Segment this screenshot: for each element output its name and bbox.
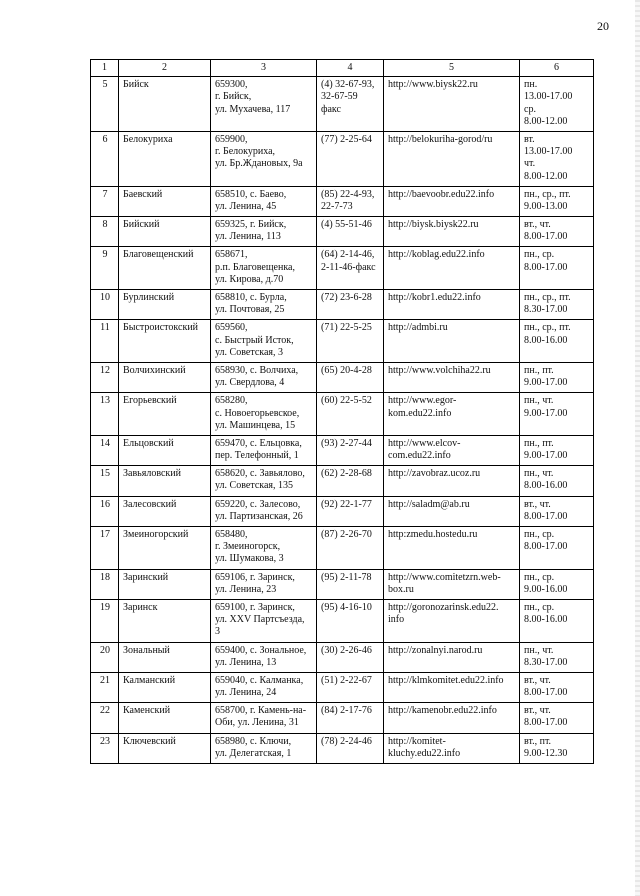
hours-cell: пн., чт. 8.30-17.00 xyxy=(520,642,594,672)
row-number-cell: 14 xyxy=(91,435,119,465)
district-name-cell: Бурлинский xyxy=(119,290,211,320)
table-row xyxy=(91,703,594,733)
table-row xyxy=(91,320,594,363)
table-row xyxy=(91,527,594,570)
hours-cell: пн., пт. 9.00-17.00 xyxy=(520,435,594,465)
hours-cell: пн., ср., пт. 8.00-16.00 xyxy=(520,320,594,363)
row-number-cell: 11 xyxy=(91,320,119,363)
website-cell: http://www.volchiha22.ru xyxy=(384,362,520,392)
address-cell: 658930, с. Волчиха, ул. Свердлова, 4 xyxy=(211,362,317,392)
address-cell: 659100, г. Заринск, ул. XXV Партсъезда, 3 xyxy=(211,599,317,642)
website-cell: http://zonalnyi.narod.ru xyxy=(384,642,520,672)
website-cell: http://www.elcov- com.edu22.info xyxy=(384,435,520,465)
website-cell: http://komitet- kluchy.edu22.info xyxy=(384,733,520,763)
table-row xyxy=(91,290,594,320)
table-row xyxy=(91,599,594,642)
table-row xyxy=(91,393,594,436)
hours-cell: пн. 13.00-17.00 ср. 8.00-12.00 xyxy=(520,77,594,132)
website-cell: http://biysk.biysk22.ru xyxy=(384,217,520,247)
district-name-cell: Быстроистокский xyxy=(119,320,211,363)
phone-cell: (51) 2-22-67 xyxy=(317,672,384,702)
table-row xyxy=(91,435,594,465)
address-cell: 659560, с. Быстрый Исток, ул. Советская, 3 xyxy=(211,320,317,363)
website-cell: http://admbi.ru xyxy=(384,320,520,363)
district-name-cell: Егорьевский xyxy=(119,393,211,436)
table-header-row xyxy=(91,60,594,77)
district-name-cell: Зональный xyxy=(119,642,211,672)
directory-table xyxy=(90,59,594,764)
phone-cell: (30) 2-26-46 xyxy=(317,642,384,672)
row-number-cell: 8 xyxy=(91,217,119,247)
address-cell: 659040, с. Калманка, ул. Ленина, 24 xyxy=(211,672,317,702)
row-number-cell: 22 xyxy=(91,703,119,733)
district-name-cell: Ключевский xyxy=(119,733,211,763)
hours-cell: пн., ср., пт. 8.30-17.00 xyxy=(520,290,594,320)
district-name-cell: Баевский xyxy=(119,186,211,216)
hours-cell: пн., чт. 9.00-17.00 xyxy=(520,393,594,436)
website-cell: http://baevoobr.edu22.info xyxy=(384,186,520,216)
table-row xyxy=(91,77,594,132)
district-name-cell: Благовещенский xyxy=(119,247,211,290)
phone-cell: (4) 32-67-93, 32-67-59 факс xyxy=(317,77,384,132)
table-row xyxy=(91,642,594,672)
phone-cell: (93) 2-27-44 xyxy=(317,435,384,465)
row-number-cell: 6 xyxy=(91,131,119,186)
phone-cell: (95) 4-16-10 xyxy=(317,599,384,642)
column-header-website: 5 xyxy=(384,60,520,77)
hours-cell: пн., пт. 9.00-17.00 xyxy=(520,362,594,392)
district-name-cell: Заринск xyxy=(119,599,211,642)
column-header-address: 3 xyxy=(211,60,317,77)
table-body xyxy=(91,77,594,764)
table-row xyxy=(91,131,594,186)
district-name-cell: Завьяловский xyxy=(119,466,211,496)
address-cell: 658510, с. Баево, ул. Ленина, 45 xyxy=(211,186,317,216)
district-name-cell: Каменский xyxy=(119,703,211,733)
website-cell: http://belokuriha-gorod/ru xyxy=(384,131,520,186)
phone-cell: (77) 2-25-64 xyxy=(317,131,384,186)
district-name-cell: Залесовский xyxy=(119,496,211,526)
hours-cell: пн., ср., пт. 9.00-13.00 xyxy=(520,186,594,216)
address-cell: 658480, г. Змеиногорск, ул. Шумакова, 3 xyxy=(211,527,317,570)
column-header-phone: 4 xyxy=(317,60,384,77)
table-row xyxy=(91,217,594,247)
table-row xyxy=(91,672,594,702)
phone-cell: (71) 22-5-25 xyxy=(317,320,384,363)
row-number-cell: 21 xyxy=(91,672,119,702)
phone-cell: (87) 2-26-70 xyxy=(317,527,384,570)
website-cell: http://goronozarinsk.edu22. info xyxy=(384,599,520,642)
website-cell: http://www.egor- kom.edu22.info xyxy=(384,393,520,436)
scan-edge-shading xyxy=(635,0,640,896)
address-cell: 659900, г. Белокуриха, ул. Бр.Ждановых, 9а xyxy=(211,131,317,186)
hours-cell: пн., ср. 8.00-17.00 xyxy=(520,527,594,570)
row-number-cell: 17 xyxy=(91,527,119,570)
table-row xyxy=(91,569,594,599)
table-row xyxy=(91,466,594,496)
row-number-cell: 19 xyxy=(91,599,119,642)
row-number-cell: 7 xyxy=(91,186,119,216)
hours-cell: вт., пт. 9.00-12.30 xyxy=(520,733,594,763)
row-number-cell: 16 xyxy=(91,496,119,526)
website-cell: http:zmedu.hostedu.ru xyxy=(384,527,520,570)
table-row xyxy=(91,186,594,216)
address-cell: 658620, с. Завьялово, ул. Советская, 135 xyxy=(211,466,317,496)
phone-cell: (62) 2-28-68 xyxy=(317,466,384,496)
row-number-cell: 9 xyxy=(91,247,119,290)
address-cell: 658810, с. Бурла, ул. Почтовая, 25 xyxy=(211,290,317,320)
column-header-hours: 6 xyxy=(520,60,594,77)
address-cell: 658671, р.п. Благовещенка, ул. Кирова, д.70 xyxy=(211,247,317,290)
website-cell: http://www.biysk22.ru xyxy=(384,77,520,132)
address-cell: 659106, г. Заринск, ул. Ленина, 23 xyxy=(211,569,317,599)
address-cell: 659400, с. Зональное, ул. Ленина, 13 xyxy=(211,642,317,672)
website-cell: http://kobr1.edu22.info xyxy=(384,290,520,320)
phone-cell: (78) 2-24-46 xyxy=(317,733,384,763)
district-name-cell: Бийск xyxy=(119,77,211,132)
phone-cell: (72) 23-6-28 xyxy=(317,290,384,320)
row-number-cell: 15 xyxy=(91,466,119,496)
phone-cell: (4) 55-51-46 xyxy=(317,217,384,247)
phone-cell: (65) 20-4-28 xyxy=(317,362,384,392)
district-name-cell: Белокуриха xyxy=(119,131,211,186)
phone-cell: (60) 22-5-52 xyxy=(317,393,384,436)
table-row xyxy=(91,362,594,392)
website-cell: http://koblag.edu22.info xyxy=(384,247,520,290)
hours-cell: вт. 13.00-17.00 чт. 8.00-12.00 xyxy=(520,131,594,186)
address-cell: 659470, с. Ельцовка, пер. Телефонный, 1 xyxy=(211,435,317,465)
website-cell: http://zavobraz.ucoz.ru xyxy=(384,466,520,496)
district-name-cell: Змеиногорский xyxy=(119,527,211,570)
address-cell: 659300, г. Бийск, ул. Мухачева, 117 xyxy=(211,77,317,132)
district-name-cell: Ельцовский xyxy=(119,435,211,465)
column-header-number: 1 xyxy=(91,60,119,77)
phone-cell: (92) 22-1-77 xyxy=(317,496,384,526)
row-number-cell: 23 xyxy=(91,733,119,763)
phone-cell: (84) 2-17-76 xyxy=(317,703,384,733)
address-cell: 659220, с. Залесово, ул. Партизанская, 26 xyxy=(211,496,317,526)
hours-cell: пн., ср. 8.00-17.00 xyxy=(520,247,594,290)
district-name-cell: Калманский xyxy=(119,672,211,702)
website-cell: http://klmkomitet.edu22.info xyxy=(384,672,520,702)
hours-cell: пн., ср. 9.00-16.00 xyxy=(520,569,594,599)
row-number-cell: 5 xyxy=(91,77,119,132)
row-number-cell: 13 xyxy=(91,393,119,436)
hours-cell: вт., чт. 8.00-17.00 xyxy=(520,496,594,526)
table-row xyxy=(91,496,594,526)
district-name-cell: Заринский xyxy=(119,569,211,599)
phone-cell: (95) 2-11-78 xyxy=(317,569,384,599)
table-row xyxy=(91,247,594,290)
district-name-cell: Волчихинский xyxy=(119,362,211,392)
website-cell: http://kamenobr.edu22.info xyxy=(384,703,520,733)
hours-cell: вт., чт. 8.00-17.00 xyxy=(520,703,594,733)
hours-cell: пн., ср. 8.00-16.00 xyxy=(520,599,594,642)
hours-cell: вт., чт. 8.00-17.00 xyxy=(520,217,594,247)
row-number-cell: 12 xyxy=(91,362,119,392)
website-cell: http://saladm@ab.ru xyxy=(384,496,520,526)
website-cell: http://www.comitetzrn.web- box.ru xyxy=(384,569,520,599)
hours-cell: вт., чт. 8.00-17.00 xyxy=(520,672,594,702)
district-name-cell: Бийский xyxy=(119,217,211,247)
row-number-cell: 20 xyxy=(91,642,119,672)
phone-cell: (64) 2-14-46, 2-11-46-факс xyxy=(317,247,384,290)
phone-cell: (85) 22-4-93, 22-7-73 xyxy=(317,186,384,216)
address-cell: 658700, г. Камень-на- Оби, ул. Ленина, 31 xyxy=(211,703,317,733)
column-header-district: 2 xyxy=(119,60,211,77)
address-cell: 659325, г. Бийск, ул. Ленина, 113 xyxy=(211,217,317,247)
address-cell: 658280, с. Новоегорьевское, ул. Машинцева, 15 xyxy=(211,393,317,436)
hours-cell: пн., чт. 8.00-16.00 xyxy=(520,466,594,496)
page-number: 20 xyxy=(597,19,609,33)
table-row xyxy=(91,733,594,763)
address-cell: 658980, с. Ключи, ул. Делегатская, 1 xyxy=(211,733,317,763)
row-number-cell: 10 xyxy=(91,290,119,320)
row-number-cell: 18 xyxy=(91,569,119,599)
